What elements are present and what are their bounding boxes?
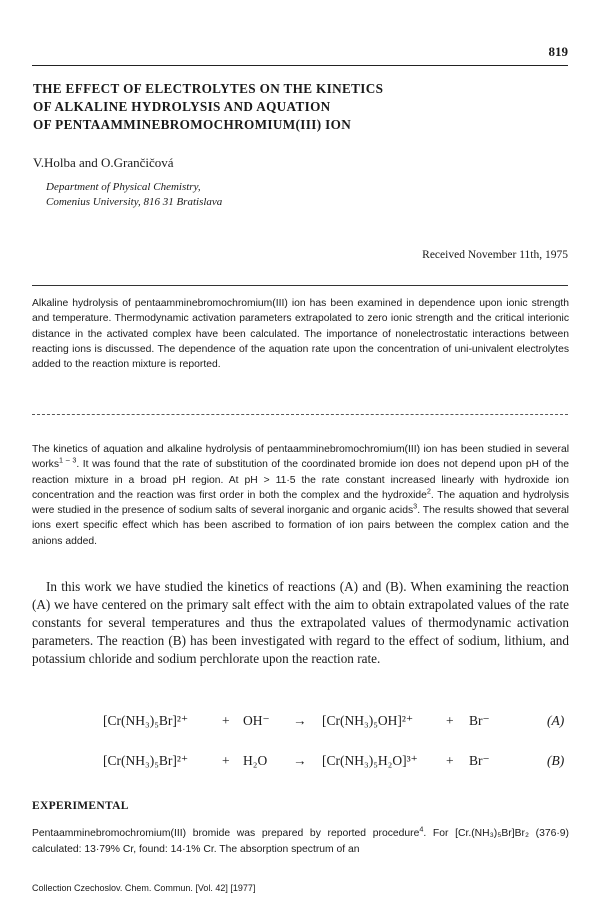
affiliation-line-1: Department of Physical Chemistry, <box>46 181 201 193</box>
journal-footer: Collection Czechoslov. Chem. Commun. [Vol. 42] [1977] <box>32 883 256 893</box>
eq-b-arrow: → <box>293 753 307 768</box>
eq-a-plus-2: + <box>446 713 454 728</box>
intro-text-b: . It was found that the rate of substitution of the coordinated bromide ion does not depend upon pH of the reaction mixture in a broad pH region. At pH > 11·5 the rate constant increased linearly with hydroxide ion concentration and the reaction was first order in both the complex and the hydroxide <box>32 459 569 501</box>
citation-2: 2 <box>426 486 431 496</box>
page-number: 819 <box>548 44 568 59</box>
title-line-3: OF PENTAAMMINEBROMOCHROMIUM(III) ION <box>33 117 352 132</box>
citation-1-3: 1 – 3 <box>59 455 77 465</box>
title-line-1: THE EFFECT OF ELECTROLYTES ON THE KINETICS <box>33 81 384 96</box>
title-line-2: OF ALKALINE HYDROLYSIS AND AQUATION <box>33 99 331 114</box>
eq-b-reactant: [Cr(NH₃)₅Br]²⁺ <box>103 753 189 768</box>
header-rule <box>32 65 568 66</box>
experimental-text-b: . For [Cr.(NH₃)₅Br]Br₂ (376·9) calculated: 13·79% Cr, found: 14·1% Cr. The absorption spectrum of an <box>32 828 570 855</box>
eq-b-byproduct: Br⁻ <box>469 753 490 768</box>
equation-a <box>0 713 600 737</box>
abstract-top-rule <box>32 285 568 286</box>
equation-b <box>0 753 600 777</box>
body-paragraph: In this work we have studied the kinetics of reactions (A) and (B). When examining the reaction (A) we have centered on the primary salt effect with the aim to obtain extrapolated values of the rate constants for several temperatures and thus the extrapolated values of thermodynamic activation parameters. The reaction (B) has been investigated with regard to the effect of sodium, lithium, and potassium chloride and sodium perchlorate upon the reaction rate. <box>32 579 569 666</box>
experimental-paragraph <box>32 826 569 858</box>
intro-text-d: . The results showed that several ions exert specific effect which has been ascribed to formation of ion pairs between the complex cation and the anions added. <box>32 505 569 547</box>
eq-b-label: (B) <box>547 753 565 768</box>
eq-a-label: (A) <box>547 713 565 728</box>
eq-a-arrow: → <box>293 713 307 728</box>
affiliation-line-2: Comenius University, 816 31 Bratislava <box>46 196 223 208</box>
eq-b-product: [Cr(NH₃)₅H₂O]³⁺ <box>322 753 418 768</box>
abstract-bottom-rule <box>32 414 568 415</box>
authors: V.Holba and O.Grančičová <box>33 155 174 170</box>
intro-text-a: The kinetics of aquation and alkaline hydrolysis of pentaamminebromochromium(III) ion has been studied in several works <box>32 444 569 471</box>
section-heading-experimental: EXPERIMENTAL <box>32 800 129 812</box>
abstract: Alkaline hydrolysis of pentaamminebromochromium(III) ion has been examined in dependence upon ionic strength and temperature. Thermodynamic activation parameters extrapolated to zero ionic strength and the critical interionic distance in the activated complex have been calculated. The importance of nonelectrostatic interactions between reacting ions is discussed. The dependence of the aquation rate upon the concentration of uni-univalent electrolytes added to the reaction mixture is reported. <box>32 298 569 371</box>
eq-b-plus-2: + <box>446 753 454 768</box>
eq-a-plus-1: + <box>222 713 230 728</box>
intro-paragraph <box>32 442 569 549</box>
article-title <box>33 80 553 134</box>
received-date: Received November 11th, 1975 <box>422 249 568 261</box>
eq-b-plus-1: + <box>222 753 230 768</box>
eq-a-byproduct: Br⁻ <box>469 713 490 728</box>
affiliation <box>46 180 222 210</box>
eq-a-reactant: [Cr(NH₃)₅Br]²⁺ <box>103 713 189 728</box>
intro-text-c: . The aquation and hydrolysis were studied in the presence of sodium salts of several inorganic and organic acids <box>32 489 569 517</box>
citation-4: 4 <box>419 824 424 834</box>
experimental-text-a: Pentaamminebromochromium(III) bromide was prepared by reported procedure <box>32 828 420 839</box>
eq-b-reagent: H₂O <box>243 753 268 768</box>
eq-a-reagent: OH⁻ <box>243 713 270 728</box>
eq-a-product: [Cr(NH₃)₅OH]²⁺ <box>322 713 414 728</box>
citation-3: 3 <box>413 501 418 511</box>
